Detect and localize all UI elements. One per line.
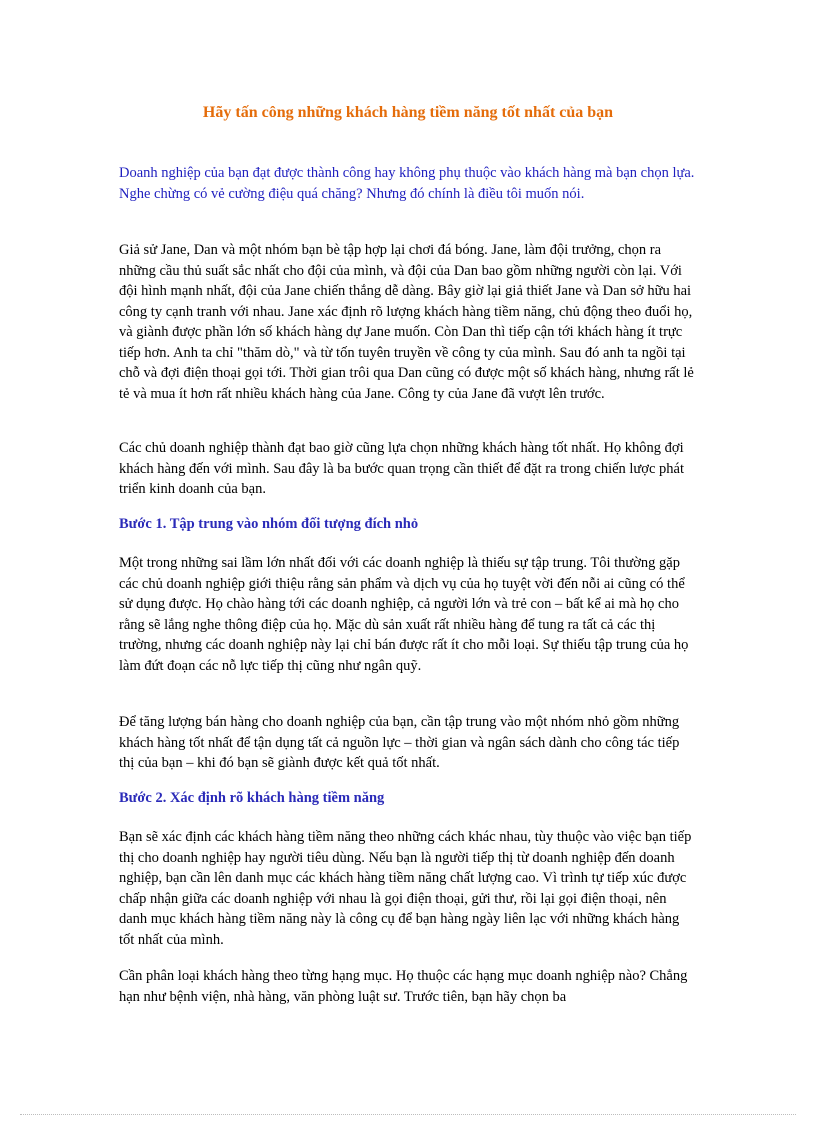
step2-paragraph-1: Bạn sẽ xác định các khách hàng tiềm năng theo những cách khác nhau, tùy thuộc vào việc bạn tiếp thị cho doanh nghiệp hay người tiêu dùng. Nếu bạn là người tiếp thị từ doanh nghiệp đến doanh nghiệp, bạn cần lên danh mục các khách hàng tiềm năng chất lượng cao. Vì trình tự tiếp xúc được chấp nhận giữa các doanh nghiệp với nhau là gọi điện thoại, gửi thư, rồi lại gọi điện thoại, nên danh mục khách hàng tiềm năng này là công cụ để bạn hàng ngày liên lạc với những khách hàng tốt nhất của mình. xyxy=(119,829,692,948)
page-bottom-divider xyxy=(20,1114,796,1115)
intro-paragraph: Doanh nghiệp của bạn đạt được thành công hay không phụ thuộc vào khách hàng mà bạn chọn lựa. Nghe chừng có vẻ cường điệu quá chăng? Nhưng đó chính là điều tôi muốn nói. xyxy=(119,165,695,202)
step1-paragraph-1: Một trong những sai lầm lớn nhất đối với các doanh nghiệp là thiếu sự tập trung. Tôi thường gặp các chủ doanh nghiệp giới thiệu rằng sản phẩm và dịch vụ của họ tuyệt vời đến nỗi ai cũng có thể sử dụng được. Họ chào hàng tới các doanh nghiệp, cả người lớn và trẻ con – bất kể ai mà họ cho rằng sẽ lắng nghe thông điệp của họ. Mặc dù sản xuất rất nhiều hàng để tung ra tất cả các thị trường, nhưng các doanh nghiệp này lại chỉ bán được rất ít cho mỗi loại. Sự thiếu tập trung của họ làm đứt đoạn các nỗ lực tiếp thị cũng như ngân quỹ. xyxy=(119,555,689,674)
step2-heading: Bước 2. Xác định rõ khách hàng tiềm năng xyxy=(119,790,385,806)
step1-heading: Bước 1. Tập trung vào nhóm đối tượng đích nhỏ xyxy=(119,516,419,532)
document-title: Hãy tấn công những khách hàng tiềm năng tốt nhất của bạn xyxy=(202,104,614,121)
paragraph-jane-dan: Giả sử Jane, Dan và một nhóm bạn bè tập hợp lại chơi đá bóng. Jane, làm đội trưởng, chọn ra những cầu thủ suất sắc nhất cho đội của mình, và đội của Dan bao gồm những người còn lại. Với đội hình mạnh nhất, đội của Jane chiến thắng dễ dàng. Bây giờ lại giả thiết Jane và Dan sở hữu hai công ty cạnh tranh với nhau. Jane xác định rõ lượng khách hàng tiềm năng, chủ động theo đuổi họ, và giành được phần lớn số khách hàng dự Jane muốn. Còn Dan thì tiếp cận tới khách hàng ít trực tiếp hơn. Anh ta chỉ "thăm dò," và từ tốn tuyên truyền về công ty của mình. Sau đó anh ta ngồi tại chỗ và đợi điện thoại gọi tới. Thời gian trôi qua Dan cũng có được một số khách hàng, nhưng rất lẻ tẻ và mua ít hơn rất nhiều khách hàng của Jane. Công ty của Jane đã vượt lên trước. xyxy=(119,242,694,402)
paragraph-successful-owners: Các chủ doanh nghiệp thành đạt bao giờ cũng lựa chọn những khách hàng tốt nhất. Họ không đợi khách hàng đến với mình. Sau đây là ba bước quan trọng cần thiết để đặt ra trong chiến lược phát triển kinh doanh của bạn. xyxy=(119,440,684,497)
step1-paragraph-2: Để tăng lượng bán hàng cho doanh nghiệp của bạn, cần tập trung vào một nhóm nhỏ gồm những khách hàng tốt nhất để tận dụng tất cả nguồn lực – thời gian và ngân sách dành cho công tác tiếp thị của bạn – khi đó bạn sẽ giành được kết quả tốt nhất. xyxy=(119,714,680,771)
step2-paragraph-2: Cần phân loại khách hàng theo từng hạng mục. Họ thuộc các hạng mục doanh nghiệp nào? Chẳng hạn như bệnh viện, nhà hàng, văn phòng luật sư. Trước tiên, bạn hãy chọn ba xyxy=(119,968,688,1005)
